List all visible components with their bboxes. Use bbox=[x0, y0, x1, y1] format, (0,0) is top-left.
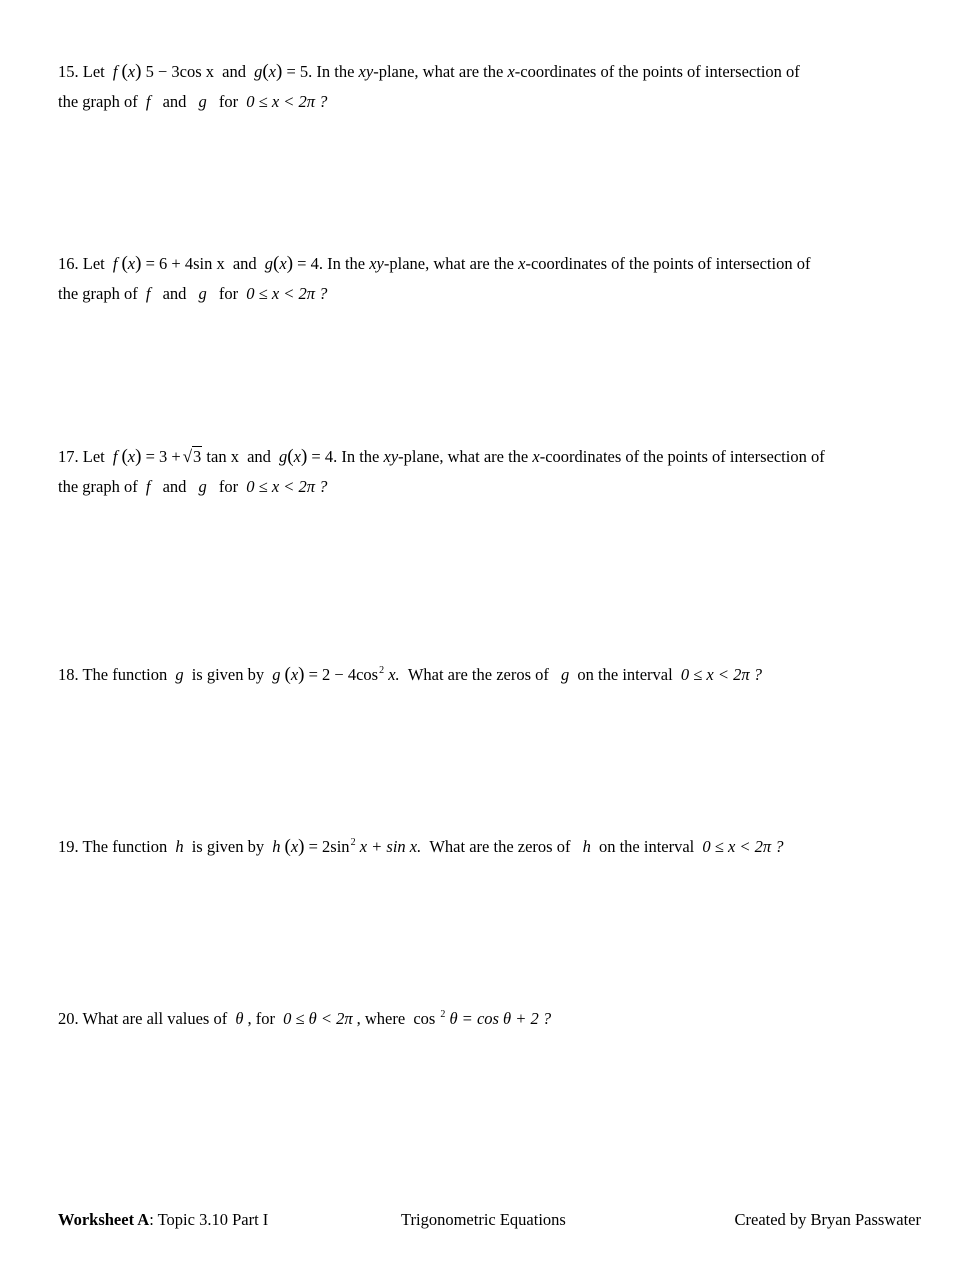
g-definition: 4. bbox=[310, 254, 323, 273]
question-number: 17. bbox=[58, 447, 79, 466]
footer-title: Trigonometric Equations bbox=[401, 1210, 566, 1229]
question-number: 18. bbox=[58, 665, 79, 684]
interval: 0 ≤ x < 2π ? bbox=[246, 284, 328, 303]
f-definition: 5 − 3cos x bbox=[145, 62, 215, 81]
interval: 0 ≤ x < 2π ? bbox=[702, 837, 784, 856]
question-16: 16. Let f (x) = 6 + 4sin x and g(x) = 4. In the xy-plane, what are the x-coordinates of the points of intersection of the graph of f and g for 0 ≤ x < 2π ? bbox=[58, 253, 811, 303]
g-definition: 5. bbox=[299, 62, 313, 81]
question-number: 15. bbox=[58, 62, 79, 81]
question-17: 17. Let f (x) = 3 + √3 tan x and g(x) = 4. In the xy-plane, what are the x-coordinates of the points of intersection of the graph of f and g for 0 ≤ x < 2π ? bbox=[58, 442, 938, 502]
question-19: 19. The function h is given by h $(x) = 2\sin^2$ x + sin x. What are the zeros of h on the interval 0 ≤ x < 2π ? bbox=[58, 836, 784, 857]
square-root: √3 bbox=[182, 447, 202, 466]
f-definition: 6 + 4sin x bbox=[159, 254, 225, 273]
interval: 0 ≤ x < 2π ? bbox=[246, 92, 328, 111]
worksheet-label: Worksheet A bbox=[58, 1210, 150, 1229]
question-15: 15. Let f (x) 5 − 3cos x and g(x) = 5. In the xy-plane, what are the x-coordinates of the points of intersection of the graph of f and g for 0 ≤ x < 2π ? bbox=[58, 61, 800, 111]
question-number: 20. bbox=[58, 1009, 79, 1028]
footer-credit: Created by Bryan Passwater bbox=[734, 1210, 921, 1229]
question-number: 16. bbox=[58, 254, 79, 273]
page-footer bbox=[58, 1210, 921, 1234]
interval: 0 ≤ θ < 2π bbox=[283, 1009, 353, 1028]
topic-label: : Topic 3.10 Part I bbox=[149, 1210, 269, 1229]
question-18: 18. The function g is given by g $(x) = 2 - 4\cos^2$ x. What are the zeros of g on the interval 0 ≤ x < 2π ? bbox=[58, 664, 762, 685]
interval: 0 ≤ x < 2π ? bbox=[246, 477, 328, 496]
question-20: 20. What are all values of θ , for 0 ≤ θ < 2π , where cos $^2$ θ = cos θ + 2 ? bbox=[58, 1009, 552, 1028]
g-definition: 4. bbox=[324, 447, 338, 466]
question-number: 19. bbox=[58, 837, 79, 856]
interval: 0 ≤ x < 2π ? bbox=[680, 665, 762, 684]
